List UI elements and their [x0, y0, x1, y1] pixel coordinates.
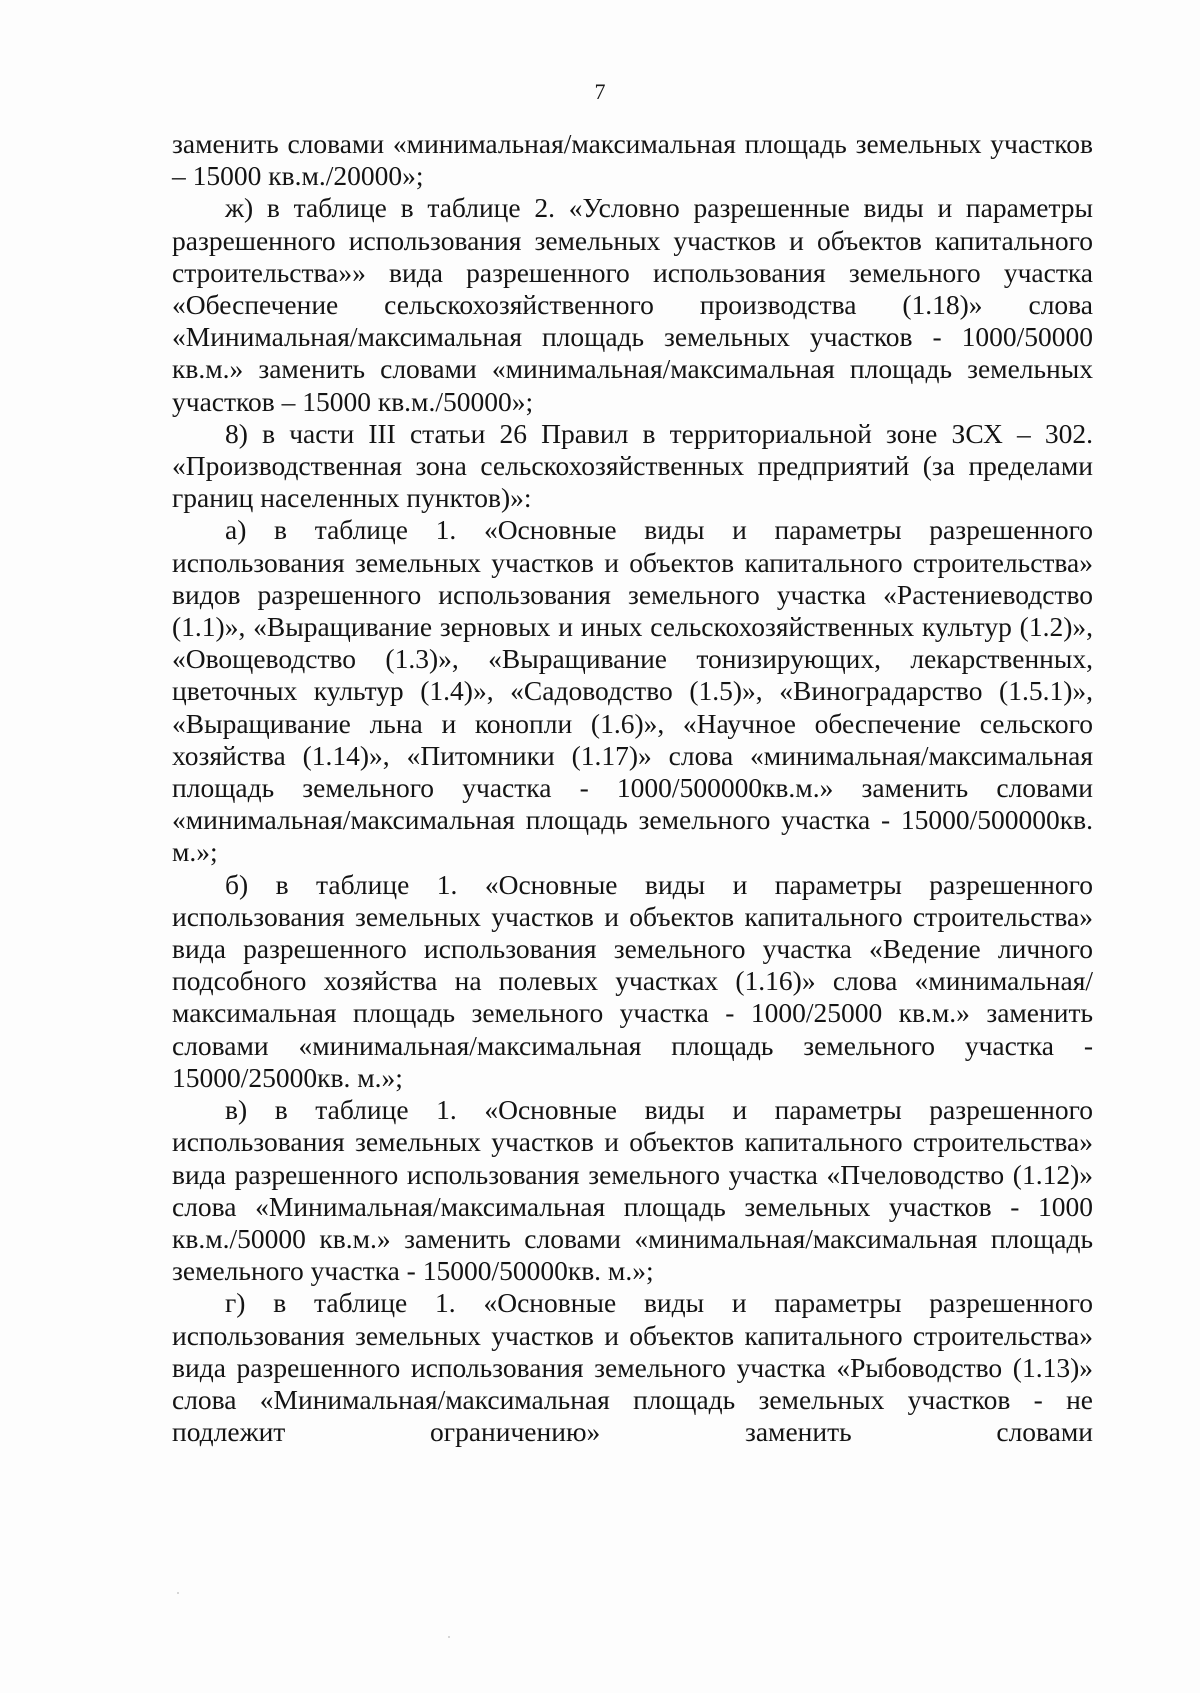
paragraph-item-g: г) в таблице 1. «Основные виды и параметры разрешенного использования земельных участков и объектов капитального строительства» вида разрешенного использования земельного участка «Рыбоводство (1.13)» слова «Минимальная/максимальная площадь земельных участков - не подлежит ограничению» заменить словами: [172, 1287, 1093, 1448]
scan-speck: [177, 1592, 179, 1594]
paragraph-item-zh: ж) в таблице в таблице 2. «Условно разрешенные виды и параметры разрешенного использования земельных участков и объектов капитального строительства»» вида разрешенного использования земельного участка «Обеспечение сельскохозяйственного производства (1.18)» слова «Минимальная/максимальная площадь земельных участков - 1000/50000 кв.м.» заменить словами «минимальная/максимальная площадь земельных участков – 15000 кв.м./50000»;: [172, 192, 1093, 417]
paragraph-item-8: 8) в части III статьи 26 Правил в территориальной зоне ЗСХ – 302. «Производственная зона сельскохозяйственных предприятий (за пределами границ населенных пунктов)»:: [172, 417, 1093, 514]
paragraph-item-b: б) в таблице 1. «Основные виды и параметры разрешенного использования земельных участков и объектов капитального строительства» вида разрешенного использования земельного участка «Ведение личного подсобного хозяйства на полевых участках (1.16)» слова «минимальная/максимальная площадь земельного участка - 1000/25000 кв.м.» заменить словами «минимальная/максимальная площадь земельного участка - 15000/25000кв. м.»;: [172, 868, 1093, 1093]
document-body: [172, 128, 1093, 1448]
paragraph-continuation: заменить словами «минимальная/максимальная площадь земельных участков – 15000 кв.м./20000»;: [172, 128, 1093, 192]
paragraph-item-v: в) в таблице 1. «Основные виды и параметры разрешенного использования земельных участков и объектов капитального строительства» вида разрешенного использования земельного участка «Пчеловодство (1.12)» слова «Минимальная/максимальная площадь земельных участков - 1000 кв.м./50000 кв.м.» заменить словами «минимальная/максимальная площадь земельного участка - 15000/50000кв. м.»;: [172, 1094, 1093, 1287]
page-number: 7: [594, 79, 606, 104]
paragraph-item-a: а) в таблице 1. «Основные виды и параметры разрешенного использования земельных участков и объектов капитального строительства» видов разрешенного использования земельного участка «Растениеводство (1.1)», «Выращивание зерновых и иных сельскохозяйственных культур (1.2)», «Овощеводство (1.3)», «Выращивание тонизирующих, лекарственных, цветочных культур (1.4)», «Садоводство (1.5)», «Виноградарство (1.5.1)», «Выращивание льна и конопли (1.6)», «Научное обеспечение сельского хозяйства (1.14)», «Питомники (1.17)» слова «минимальная/максимальная площадь земельного участка - 1000/500000кв.м.» заменить словами «минимальная/максимальная площадь земельного участка - 15000/500000кв. м.»;: [172, 514, 1093, 868]
scan-speck: [448, 1636, 450, 1638]
